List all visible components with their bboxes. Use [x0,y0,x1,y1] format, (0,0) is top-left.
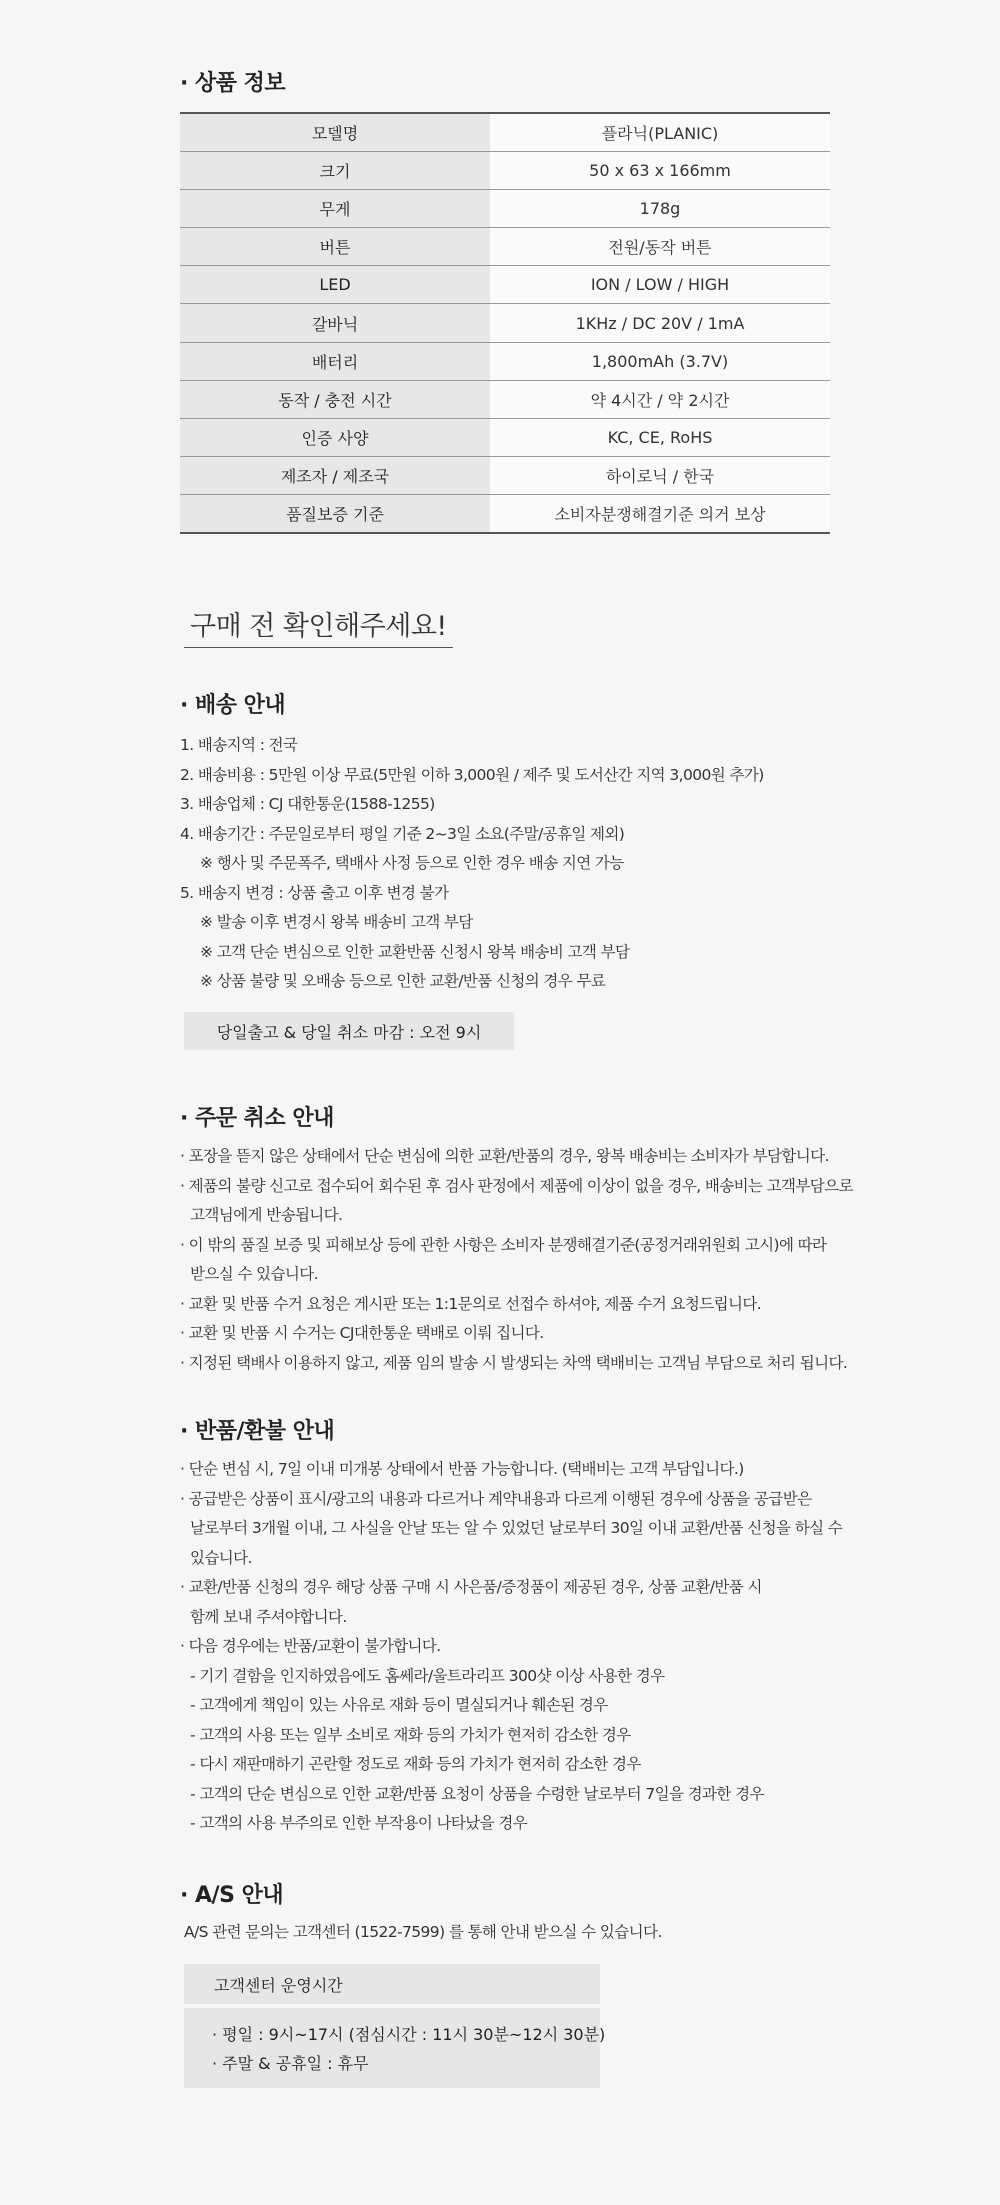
table-row [180,495,830,533]
spec-key: 배터리 [180,342,490,380]
list-item: 5. 배송지 변경 : 상품 출고 이후 변경 불가 [180,883,449,902]
spec-key: 제조자 / 제조국 [180,457,490,495]
spec-key: 동작 / 충전 시간 [180,380,490,418]
list-item: 함께 보내 주셔야합니다. [190,1607,347,1626]
list-item: 받으실 수 있습니다. [190,1265,318,1283]
table-row [180,189,830,227]
list-item: · 포장을 뜯지 않은 상태에서 단순 변심에 의한 교환/반품의 경우, 왕복 배송비는 소비자가 부담합니다. [180,1147,829,1165]
spec-value: ION / LOW / HIGH [490,266,830,304]
list-item: 4. 배송기간 : 주문일로부터 평일 기준 2~3일 소요(주말/공휴일 제외) [180,824,625,843]
as-description [184,1918,834,1948]
list-item: 날로부터 3개월 이내, 그 사실을 안날 또는 알 수 있었던 날로부터 30일 이내 교환/반품 신청을 하실 수 [190,1519,843,1537]
list-item: 고객님에게 반송됩니다. [190,1206,343,1224]
spec-key: LED [180,266,490,304]
spec-table [180,112,830,534]
list-item: · 공급받은 상품이 표시/광고의 내용과 다르거나 계약내용과 다르게 이행된 경우에 상품을 공급받은 [180,1489,812,1508]
table-row [180,151,830,189]
table-row [180,457,830,495]
page-headline: 구매 전 확인해주세요! [184,604,453,648]
as-desc-text: A/S 관련 문의는 고객센터 (1522-7599) 를 통해 안내 받으실 수 있습니다. [184,1923,662,1941]
same-day-notice: 당일출고 & 당일 취소 마감 : 오전 9시 [184,1012,514,1050]
spec-value: 178g [490,189,830,227]
spec-key: 인증 사양 [180,419,490,457]
list-item: · 주말 & 공휴일 : 휴무 [212,2054,369,2073]
list-item: · 평일 : 9시~17시 (점심시간 : 11시 30분~12시 30분) [212,2025,606,2044]
spec-section-title: · 상품 정보 [180,71,286,96]
list-item: ※ 발송 이후 변경시 왕복 배송비 고객 부담 [200,913,473,931]
spec-value: 플라닉(PLANIC) [490,113,830,151]
table-row [180,228,830,266]
list-item: ※ 상품 불량 및 오배송 등으로 인한 교환/반품 신청의 경우 무료 [200,972,606,990]
list-item: · 단순 변심 시, 7일 이내 미개봉 상태에서 반품 가능합니다. (택배비는 고객 부담입니다.) [180,1460,744,1478]
list-item: - 고객의 사용 부주의로 인한 부작용이 나타났을 경우 [190,1814,528,1832]
table-row [180,266,830,304]
list-item: · 교환 및 반품 시 수거는 CJ대한통운 택배로 이뤄 집니다. [180,1324,544,1342]
cancel-list [180,1142,853,1378]
cancel-section-title: · 주문 취소 안내 [180,1106,334,1131]
list-item: 1. 배송지역 : 전국 [180,736,298,754]
spec-key: 크기 [180,151,490,189]
spec-value: 하이로닉 / 한국 [490,457,830,495]
list-item: · 이 밖의 품질 보증 및 피해보상 등에 관한 사항은 소비자 분쟁해결기준(공정거래위원회 고시)에 따라 [180,1235,827,1254]
spec-value: KC, CE, RoHS [490,419,830,457]
spec-value: 소비자분쟁해결기준 의거 보상 [490,495,830,533]
spec-key: 모델명 [180,113,490,151]
list-item: - 고객의 단순 변심으로 인한 교환/반품 요청이 상품을 수령한 날로부터 7일을 경과한 경우 [190,1784,764,1803]
list-item: - 고객에게 책임이 있는 사유로 재화 등이 멸실되거나 훼손된 경우 [190,1696,608,1714]
table-row [180,113,830,151]
cs-hours-title: 고객센터 운영시간 [184,1964,600,2004]
as-section-title: · A/S 안내 [180,1883,284,1908]
list-item: · 교환/반품 신청의 경우 해당 상품 구매 시 사은품/증정품이 제공된 경우, 상품 교환/반품 시 [180,1578,762,1596]
spec-value: 전원/동작 버튼 [490,228,830,266]
table-row [180,342,830,380]
list-item: - 고객의 사용 또는 일부 소비로 재화 등의 가치가 현저히 감소한 경우 [190,1725,631,1744]
spec-value: 1,800mAh (3.7V) [490,342,830,380]
refund-list [180,1455,843,1839]
table-row [180,419,830,457]
list-item: · 지정된 택배사 이용하지 않고, 제품 임의 발송 시 발생되는 차액 택배비는 고객님 부담으로 처리 됩니다. [180,1353,848,1372]
spec-value: 1KHz / DC 20V / 1mA [490,304,830,342]
list-item: ※ 고객 단순 변심으로 인한 교환반품 신청시 왕복 배송비 고객 부담 [200,942,630,961]
spec-key: 품질보증 기준 [180,495,490,533]
delivery-section-title: · 배송 안내 [180,693,286,718]
spec-key: 버튼 [180,228,490,266]
table-row [180,380,830,418]
list-item: · 다음 경우에는 반품/교환이 불가합니다. [180,1637,441,1655]
list-item: · 제품의 불량 신고로 접수되어 회수된 후 검사 판정에서 제품에 이상이 없을 경우, 배송비는 고객부담으로 [180,1176,853,1195]
cs-hours-box [184,2008,606,2088]
table-row [180,304,830,342]
refund-section-title: · 반품/환불 안내 [180,1419,335,1444]
list-item: ※ 행사 및 주문폭주, 택배사 사정 등으로 인한 경우 배송 지연 가능 [200,854,624,872]
list-item: - 기기 결함을 인지하였음에도 홈쎄라/울트라리프 300샷 이상 사용한 경우 [190,1666,665,1685]
spec-key: 무게 [180,189,490,227]
spec-value: 약 4시간 / 약 2시간 [490,380,830,418]
spec-key: 갈바닉 [180,304,490,342]
spec-value: 50 x 63 x 166mm [490,151,830,189]
list-item: 있습니다. [190,1548,252,1567]
list-item: 2. 배송비용 : 5만원 이상 무료(5만원 이하 3,000원 / 제주 및 도서산간 지역 3,000원 추가) [180,765,764,784]
delivery-list [180,731,830,997]
list-item: · 교환 및 반품 수거 요청은 게시판 또는 1:1문의로 선접수 하셔야, 제품 수거 요청드립니다. [180,1294,762,1313]
list-item: - 다시 재판매하기 곤란할 정도로 재화 등의 가치가 현저히 감소한 경우 [190,1755,641,1773]
list-item: 3. 배송업체 : CJ 대한통운(1588-1255) [180,795,435,813]
